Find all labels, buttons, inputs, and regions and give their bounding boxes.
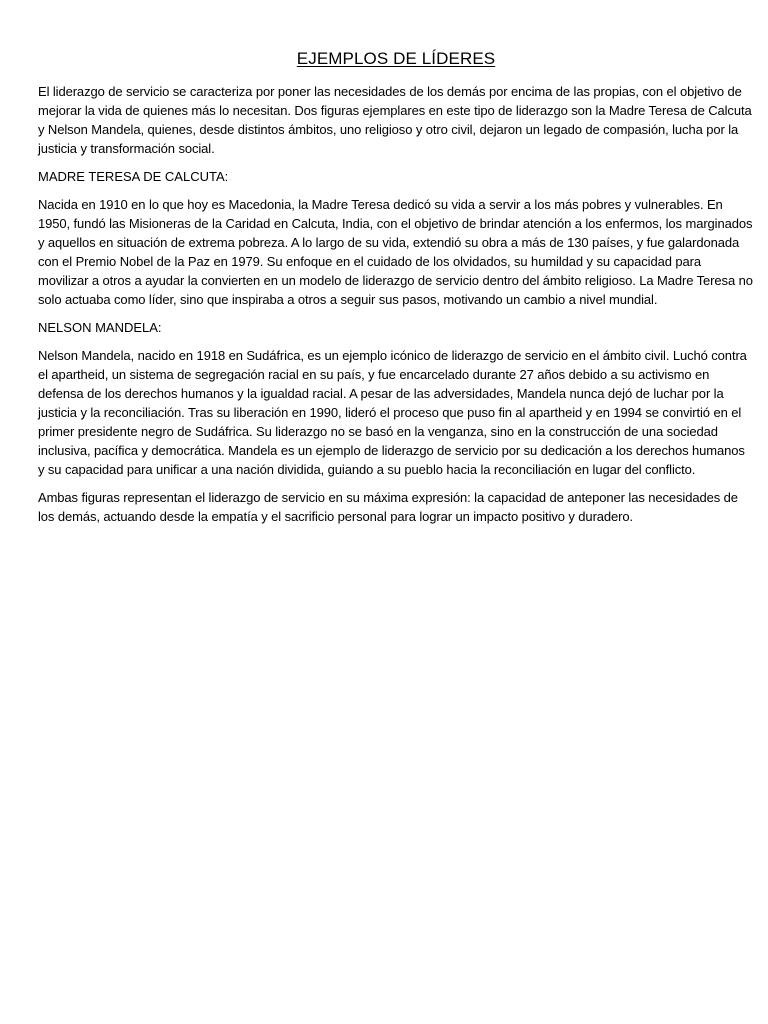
intro-paragraph: El liderazgo de servicio se caracteriza por poner las necesidades de los demás por encima de las propias, con el objetivo de mejorar la vida de quienes más lo necesitan. Dos figuras ejemplares en este tipo de liderazgo son la Madre Teresa de Calcuta y Nelson Mandela, quienes, desde distintos ámbitos, uno religioso y otro civil, dejaron un legado de compasión, lucha por la justicia y transformación social. — [38, 84, 752, 156]
section-heading-madre-teresa: MADRE TERESA DE CALCUTA: — [38, 169, 229, 184]
document-page — [38, 48, 754, 535]
section-heading-nelson-mandela: NELSON MANDELA: — [38, 320, 162, 335]
document-title: EJEMPLOS DE LÍDERES — [296, 49, 496, 68]
section-body-nelson-mandela: Nelson Mandela, nacido en 1918 en Sudáfrica, es un ejemplo icónico de liderazgo de servicio en el ámbito civil. Luchó contra el apartheid, un sistema de segregación racial en su país, y fue encarcelado durante 27 años debido a su activismo en defensa de los derechos humanos y la igualdad racial. A pesar de las adversidades, Mandela nunca dejó de luchar por la justicia y la reconciliación. Tras su liberación en 1990, lideró el proceso que puso fin al apartheid y en 1994 se convirtió en el primer presidente negro de Sudáfrica. Su liderazgo no se basó en la venganza, sino en la construcción de una sociedad inclusiva, pacífica y democrática. Mandela es un ejemplo de liderazgo de servicio por su dedicación a los derechos humanos y su capacidad para unificar a una nación dividida, guiando a su pueblo hacia la reconciliación en lugar del conflicto. — [38, 348, 747, 477]
section-body-madre-teresa: Nacida en 1910 en lo que hoy es Macedonia, la Madre Teresa dedicó su vida a servir a los más pobres y vulnerables. En 1950, fundó las Misioneras de la Caridad en Calcuta, India, con el objetivo de brindar atención a los enfermos, los marginados y aquellos en situación de extrema pobreza. A lo largo de su vida, extendió su obra a más de 130 países, y fue galardonada con el Premio Nobel de la Paz en 1979. Su enfoque en el cuidado de los olvidados, su humildad y su capacidad para movilizar a otros a ayudar la convierten en un modelo de liderazgo de servicio dentro del ámbito religioso. La Madre Teresa no solo actuaba como líder, sino que inspiraba a otros a seguir sus pasos, motivando un cambio a nivel mundial. — [38, 197, 753, 307]
conclusion-paragraph: Ambas figuras representan el liderazgo de servicio en su máxima expresión: la capacidad de anteponer las necesidades de los demás, actuando desde la empatía y el sacrificio personal para lograr un impacto positivo y duradero. — [38, 490, 738, 524]
